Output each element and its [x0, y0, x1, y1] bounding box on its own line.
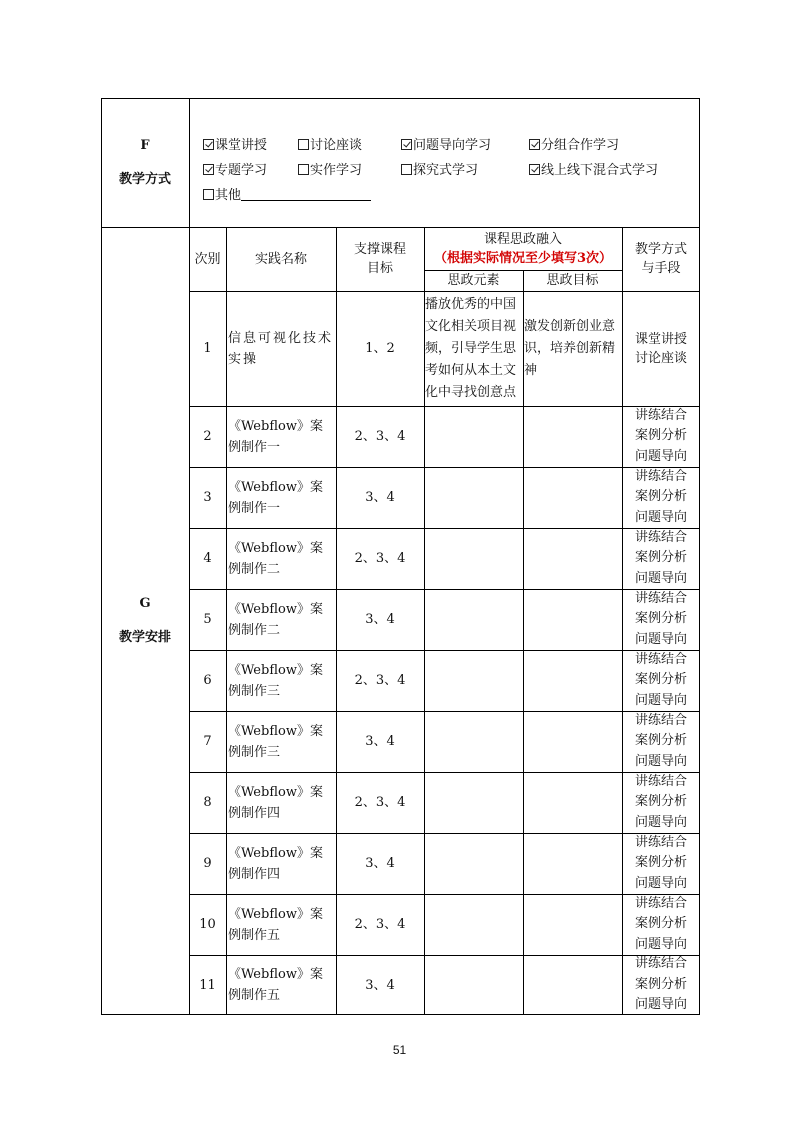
row-goal — [523, 589, 622, 650]
row-method: 讲练结合案例分析问题导向 — [634, 590, 687, 647]
option-other[interactable]: 其他 — [203, 183, 371, 208]
row-index: 4 — [203, 551, 212, 566]
row-index: 8 — [203, 795, 212, 810]
row-index: 2 — [203, 429, 212, 444]
checked-box-icon[interactable] — [401, 139, 412, 150]
row-element — [424, 894, 523, 955]
checked-box-icon[interactable] — [203, 139, 214, 150]
section-g-title: 教学安排 — [118, 630, 171, 645]
checkbox-icon[interactable] — [298, 139, 309, 150]
row-method: 讲练结合案例分析问题导向 — [634, 407, 687, 464]
row-element — [424, 955, 523, 1015]
option-topic-study[interactable]: 专题学习 — [203, 158, 267, 183]
row-support: 2、3、4 — [354, 551, 406, 566]
option-group-work[interactable]: 分组合作学习 — [529, 133, 619, 158]
row-name: 信息可视化技术实操 — [228, 330, 334, 367]
row-goal — [523, 955, 622, 1015]
row-goal — [523, 406, 622, 467]
header-ideo — [424, 228, 622, 270]
checked-box-icon[interactable] — [203, 164, 214, 175]
row-support: 3、4 — [365, 856, 395, 871]
row-name: 《Webflow》案例制作四 — [228, 845, 323, 882]
header-support: 支撑课程目标 — [354, 242, 407, 276]
row-goal — [523, 772, 622, 833]
row-support: 2、3、4 — [354, 917, 406, 932]
row-name: 《Webflow》案例制作五 — [228, 967, 323, 1003]
option-discussion[interactable]: 讨论座谈 — [298, 133, 362, 158]
option-lecture[interactable]: 课堂讲授 — [203, 133, 267, 158]
row-support: 3、4 — [365, 490, 395, 505]
row-name: 《Webflow》案例制作四 — [228, 784, 323, 821]
row-name: 《Webflow》案例制作三 — [228, 662, 323, 699]
checked-box-icon[interactable] — [529, 139, 540, 150]
row-name: 《Webflow》案例制作一 — [228, 418, 323, 455]
row-method: 讲练结合案例分析问题导向 — [634, 651, 687, 708]
section-g-label — [101, 227, 189, 1015]
checked-box-icon[interactable] — [529, 164, 540, 175]
header-goal: 思政目标 — [546, 273, 599, 288]
row-name: 《Webflow》案例制作五 — [228, 906, 323, 943]
row-element — [424, 833, 523, 894]
row-goal: 激发创新创业意识，培养创新精神 — [524, 318, 616, 378]
checkbox-icon[interactable] — [203, 189, 214, 200]
row-element — [424, 650, 523, 711]
checkbox-icon[interactable] — [298, 164, 309, 175]
row-name: 《Webflow》案例制作三 — [228, 723, 323, 760]
checkbox-icon[interactable] — [401, 164, 412, 175]
row-index: 1 — [203, 341, 212, 356]
row-element — [424, 772, 523, 833]
row-name: 《Webflow》案例制作二 — [228, 540, 323, 577]
row-element: 播放优秀的中国文化相关项目视频，引导学生思考如何从本土文化中寻找创意点 — [425, 296, 517, 400]
header-index: 次别 — [194, 251, 221, 267]
row-method: 课堂讲授讨论座谈 — [634, 331, 687, 366]
section-f-title: 教学方式 — [118, 171, 171, 187]
option-blended[interactable]: 线上线下混合式学习 — [529, 158, 658, 183]
row-element — [424, 467, 523, 528]
row-support: 2、3、4 — [354, 673, 406, 688]
row-support: 3、4 — [365, 612, 395, 627]
row-goal — [523, 711, 622, 772]
row-index: 11 — [199, 977, 216, 993]
row-support: 2、3、4 — [354, 429, 406, 444]
row-index: 5 — [203, 612, 212, 627]
row-index: 10 — [199, 917, 216, 932]
option-practical[interactable]: 实作学习 — [298, 158, 362, 183]
section-f-label — [101, 98, 189, 227]
row-method: 讲练结合案例分析问题导向 — [634, 773, 687, 830]
row-goal — [523, 650, 622, 711]
row-method: 讲练结合案例分析问题导向 — [634, 895, 687, 952]
header-ideo-note: （根据实际情况至少填写3次） — [433, 251, 613, 266]
row-goal — [523, 467, 622, 528]
option-problem-based[interactable]: 问题导向学习 — [401, 133, 491, 158]
header-ideo-title: 课程思政融入 — [483, 232, 562, 247]
row-name: 《Webflow》案例制作一 — [228, 479, 323, 516]
row-support: 3、4 — [365, 734, 395, 749]
row-method: 讲练结合案例分析问题导向 — [634, 712, 687, 769]
row-element — [424, 589, 523, 650]
section-f-letter: F — [140, 137, 150, 153]
row-index: 7 — [203, 734, 212, 749]
row-method: 讲练结合案例分析问题导向 — [634, 834, 687, 891]
row-name: 《Webflow》案例制作二 — [228, 601, 323, 638]
row-element — [424, 528, 523, 589]
header-element: 思政元素 — [447, 273, 500, 288]
row-element — [424, 406, 523, 467]
row-goal — [523, 528, 622, 589]
page-number: 51 — [392, 1043, 407, 1057]
row-index: 3 — [203, 490, 212, 505]
row-support: 1、2 — [365, 341, 395, 356]
header-method: 教学方式与手段 — [634, 242, 687, 276]
row-goal — [523, 833, 622, 894]
option-inquiry[interactable]: 探究式学习 — [401, 158, 478, 183]
header-name: 实践名称 — [254, 251, 307, 267]
row-method: 讲练结合案例分析问题导向 — [634, 529, 687, 586]
row-index: 9 — [203, 856, 212, 871]
row-index: 6 — [203, 673, 212, 688]
row-support: 3、4 — [365, 977, 395, 993]
row-support: 2、3、4 — [354, 795, 406, 810]
row-element — [424, 711, 523, 772]
row-goal — [523, 894, 622, 955]
other-blank-line[interactable] — [241, 186, 371, 201]
row-method: 讲练结合案例分析问题导向 — [634, 956, 687, 1013]
section-g-letter: G — [139, 596, 151, 611]
row-method: 讲练结合案例分析问题导向 — [634, 468, 687, 525]
